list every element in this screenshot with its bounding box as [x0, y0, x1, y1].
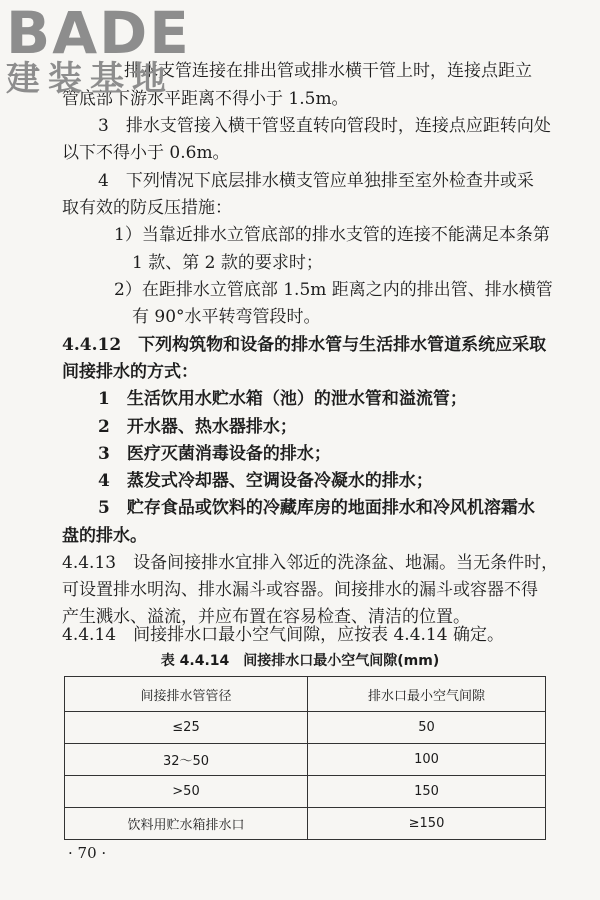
- table-cell: 饮料用贮水箱排水口: [65, 808, 308, 840]
- air-gap-table: [64, 676, 546, 840]
- clause-heading: 间接排水的方式：: [62, 362, 198, 382]
- list-item-bold: 5 贮存食品或饮料的冷藏库房的地面排水和冷风机溶霜水: [98, 498, 535, 518]
- list-item-bold: 4 蒸发式冷却器、空调设备冷凝水的排水；: [98, 471, 433, 491]
- list-item-line: 有 90°水平转弯管段时。: [132, 307, 321, 327]
- paragraph-line: 排水支管连接在排出管或排水横干管上时，连接点距立: [124, 61, 532, 81]
- list-item-bold: 盘的排水。: [62, 526, 147, 546]
- table-cell: ≤25: [65, 712, 308, 744]
- table-header-cell: 排水口最小空气间隙: [308, 677, 546, 712]
- watermark-brand: BADE: [6, 0, 191, 67]
- table-row: [65, 776, 546, 808]
- watermark-site: 建装基地: [6, 59, 174, 99]
- list-item-bold: 2 开水器、热水器排水；: [98, 417, 297, 437]
- table-cell: >50: [65, 776, 308, 808]
- clause-heading: 4.4.12 下列构筑物和设备的排水管与生活排水管道系统应采取: [62, 335, 547, 355]
- paragraph-line: 3 排水支管接入横干管竖直转向管段时，连接点应距转向处: [98, 116, 551, 136]
- watermark-logo: [6, 0, 191, 99]
- list-item-line: 1 款、第 2 款的要求时；: [132, 253, 323, 273]
- paragraph-line: 4 下列情况下底层排水横支管应单独排至室外检查井或采: [98, 171, 534, 191]
- table-row: [65, 808, 546, 840]
- list-item-bold: 3 医疗灭菌消毒设备的排水；: [98, 444, 331, 464]
- table-cell: ≥150: [308, 808, 546, 840]
- table-header-cell: 间接排水管管径: [65, 677, 308, 712]
- table-row: [65, 712, 546, 744]
- table-cell: 150: [308, 776, 546, 808]
- list-item-line: 2）在距排水立管底部 1.5m 距离之内的排出管、排水横管: [114, 280, 553, 300]
- table-cell: 32～50: [65, 744, 308, 776]
- table-caption: 表 4.4.14 间接排水口最小空气间隙(mm): [160, 653, 440, 669]
- paragraph-line: 管底部下游水平距离不得小于 1.5m。: [62, 89, 349, 109]
- list-item-bold: 1 生活饮用水贮水箱（池）的泄水管和溢流管；: [98, 389, 467, 409]
- paragraph-line: 4.4.14 间接排水口最小空气间隙，应按表 4.4.14 确定。: [62, 625, 504, 645]
- paragraph-line: 以下不得小于 0.6m。: [62, 143, 230, 163]
- table-row: [65, 744, 546, 776]
- page-number: · 70 ·: [68, 844, 107, 862]
- table-cell: 50: [308, 712, 546, 744]
- list-item-line: 1）当靠近排水立管底部的排水支管的连接不能满足本条第: [114, 225, 550, 245]
- paragraph-line: 产生溅水、溢流，并应布置在容易检查、清洁的位置。: [62, 607, 470, 627]
- table-header-row: [65, 677, 546, 712]
- paragraph-line: 可设置排水明沟、排水漏斗或容器。间接排水的漏斗或容器不得: [62, 580, 538, 600]
- table-cell: 100: [308, 744, 546, 776]
- paragraph-line: 4.4.13 设备间接排水宜排入邻近的洗涤盆、地漏。当无条件时，: [62, 553, 559, 573]
- paragraph-line: 取有效的防反压措施：: [62, 198, 232, 218]
